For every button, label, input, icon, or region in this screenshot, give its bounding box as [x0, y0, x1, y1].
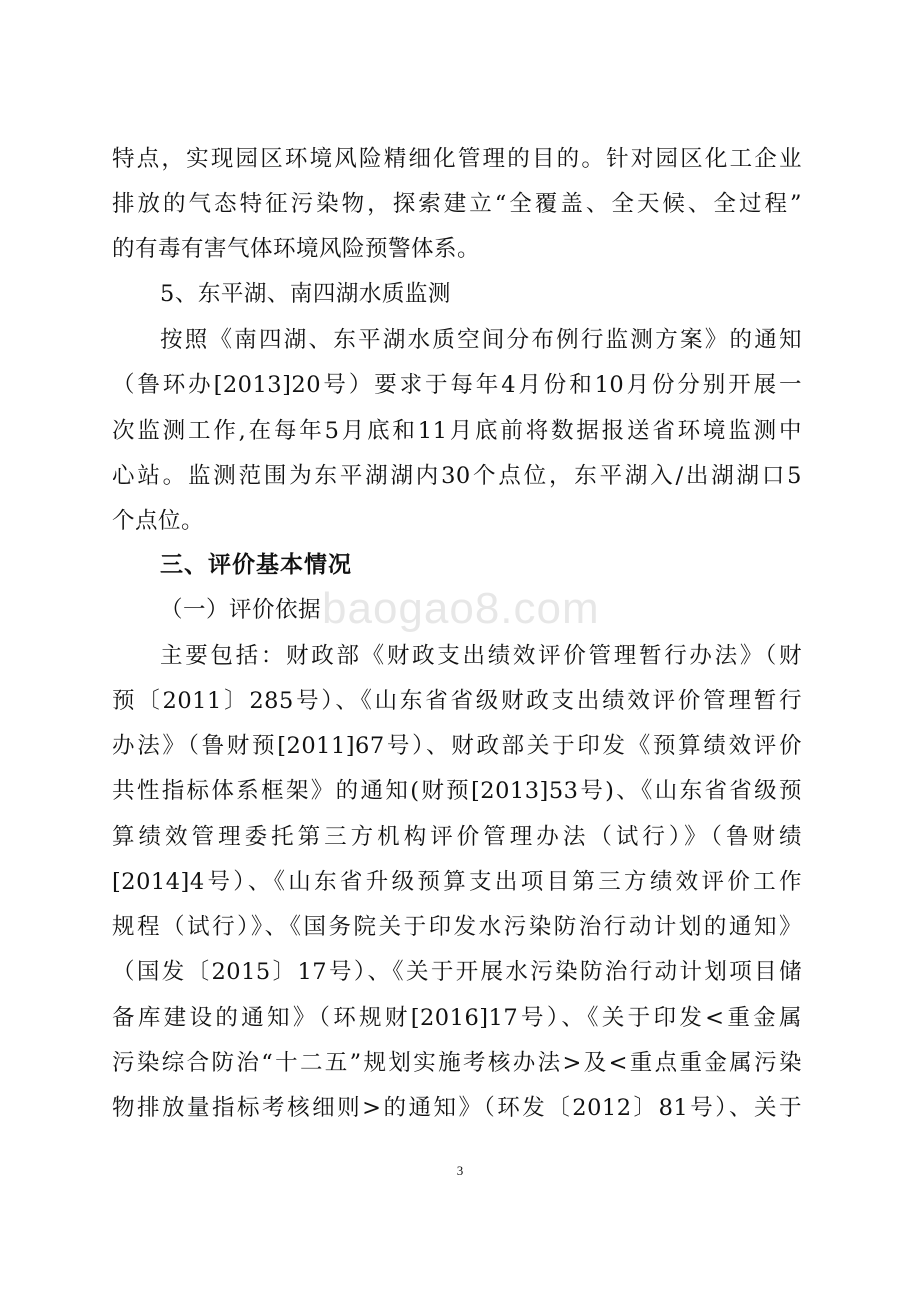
- paragraph-line: [2014]4号）、《山东省升级预算支出项目第三方绩效评价工作: [112, 869, 802, 895]
- paragraph-line: 算绩效管理委托第三方机构评价管理办法（试行）》（鲁财绩: [112, 824, 802, 850]
- paragraph-line: 物排放量指标考核细则>的通知》（环发〔2012〕81号）、关于: [112, 1095, 802, 1121]
- paragraph-line: 次监测工作,在每年5月底和11月底前将数据报送省环境监测中: [112, 418, 802, 444]
- paragraph-line: 主要包括：财政部《财政支出绩效评价管理暂行办法》（财: [160, 643, 802, 669]
- item-heading: 5、东平湖、南四湖水质监测: [160, 281, 451, 307]
- paragraph-line: （鲁环办[2013]20号）要求于每年4月份和10月份分别开展一: [112, 372, 802, 398]
- paragraph-line: 预〔2011〕285号）、《山东省省级财政支出绩效评价管理暂行: [112, 688, 802, 714]
- paragraph-line: 污染综合防治“十二五”规划实施考核办法>及<重点重金属污染: [112, 1050, 802, 1076]
- paragraph-line: 规程（试行）》、《国务院关于印发水污染防治行动计划的通知》: [112, 914, 802, 940]
- subsection-heading: （一）评价依据: [160, 597, 322, 623]
- paragraph-line: 排放的气态特征污染物，探索建立“全覆盖、全天候、全过程”: [112, 191, 802, 217]
- paragraph-line: 个点位。: [112, 508, 205, 534]
- paragraph-line: 特点，实现园区环境风险精细化管理的目的。针对园区化工企业: [112, 146, 802, 172]
- section-heading: 三、评价基本情况: [160, 552, 352, 578]
- paragraph-line: 共性指标体系框架》的通知(财预[2013]53号)、《山东省省级预: [112, 778, 802, 804]
- paragraph-line: 办法》（鲁财预[2011]67号）、财政部关于印发《预算绩效评价: [112, 733, 802, 759]
- paragraph-line: 按照《南四湖、东平湖水质空间分布例行监测方案》的通知: [160, 327, 802, 353]
- paragraph-line: （国发〔2015〕17号）、《关于开展水污染防治行动计划项目储: [112, 959, 802, 985]
- paragraph-line: 备库建设的通知》（环规财[2016]17号）、《关于印发<重金属: [112, 1005, 802, 1031]
- watermark: baogao8.com: [322, 584, 600, 633]
- paragraph-line: 心站。监测范围为东平湖湖内30个点位，东平湖入/出湖湖口5: [112, 463, 802, 489]
- page-number: 3: [456, 1163, 464, 1178]
- paragraph-line: 的有毒有害气体环境风险预警体系。: [112, 236, 481, 262]
